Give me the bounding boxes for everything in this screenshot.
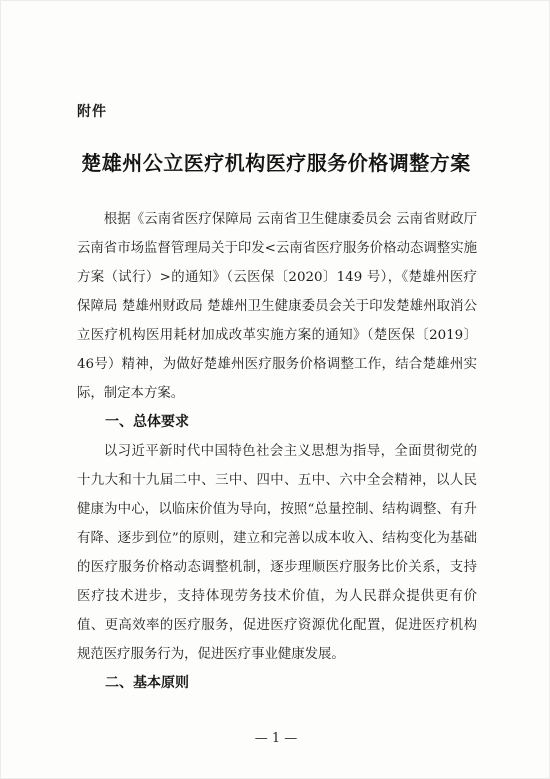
section-heading-basic-principles: 二、基本原则 bbox=[105, 675, 189, 691]
section-heading-general-requirements: 一、总体要求 bbox=[105, 414, 189, 430]
page-number: — 1 — bbox=[254, 731, 298, 746]
intro-paragraph: 根据《云南省医疗保障局 云南省卫生健康委员会 云南省财政厅 云南省市场监督管理局关于印发<云南省医疗服务价格动态调整实施方案（试行）>的通知》（云医保〔2020〕149 号），《楚雄州医疗保障局 楚雄州财政局 楚雄州卫生健康委员会关于印发楚雄州取消公立医疗机构医用耗材加成改革实施方案的通知》（楚医保〔2019〕46号）精神，为做好楚雄州医疗服务价格调整工作，结合楚雄州实际，制定本方案。 bbox=[77, 212, 477, 401]
document-body bbox=[77, 205, 477, 698]
general-requirements-paragraph: 以习近平新时代中国特色社会主义思想为指导，全面贯彻党的十九大和十九届二中、三中、四中、五中、六中全会精神，以人民健康为中心，以临床价值为导向，按照“总量控制、结构调整、有升有降、逐步到位”的原则，建立和完善以成本收入、结构变化为基础的医疗服务价格动态调整机制，逐步理顺医疗服务比价关系，支持医疗技术进步，支持体现劳务技术价值，为人民群众提供更有价值、更高效率的医疗服务，促进医疗资源优化配置，促进医疗机构规范医疗服务行为，促进医疗事业健康发展。 bbox=[77, 444, 477, 662]
attachment-label: 附件 bbox=[77, 104, 107, 120]
document-title: 楚雄州公立医疗机构医疗服务价格调整方案 bbox=[81, 151, 471, 175]
